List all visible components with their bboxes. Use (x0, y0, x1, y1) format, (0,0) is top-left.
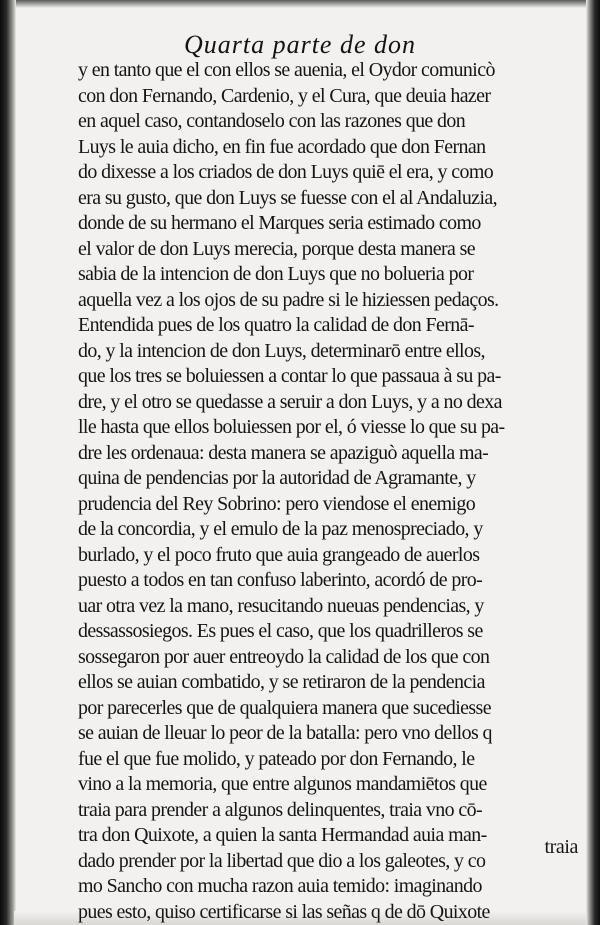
text-line: burlado, y el poco fruto que auia grangeado de auerlos (78, 543, 480, 566)
text-line: que los tres se boluiessen a contar lo que passaua à su pa- (78, 365, 501, 387)
text-line: sabia de la intencion de don Luys que no bolueria por (78, 263, 474, 285)
text-line: traia para prender a algunos delinquentes, traia vno cō- (78, 798, 483, 821)
text-line: uar otra vez la mano, resucitando nueuas pendencias, y (78, 594, 484, 617)
text-line: ellos se auian combatido, y se retiraron de la pendencia (78, 671, 485, 693)
text-line: dre les ordenaua: desta manera se apaziguò aquella ma- (78, 441, 489, 464)
text-line: por parecerles que de qualquiera manera que sucediesse (78, 696, 491, 719)
text-line: se auian de lleuar lo peor de la batalla: pero vno dellos q (78, 722, 492, 744)
text-line: era su gusto, que don Luys se fuesse con el al Andaluzia, (78, 186, 498, 209)
page-top-edge (0, 0, 600, 8)
text-line: dessassosiegos. Es pues el caso, que los quadrilleros se (78, 620, 483, 642)
text-line: donde de su hermano el Marques seria estimado como (78, 212, 481, 234)
text-line: Luys le auia dicho, en fin fue acordado que don Fernan (78, 135, 486, 158)
text-line: pues esto, quiso certificarse si las señas q de dō Quixote (78, 900, 490, 923)
text-line: lle hasta que ellos boluiessen por el, ó viesse lo que su pa- (78, 416, 505, 438)
text-line: tra don Quixote, a quien la santa Hermandad auia man- (78, 824, 487, 846)
page-right-edge (586, 0, 600, 925)
text-line: vino a la memoria, que entre algunos mandamiētos que (78, 773, 487, 795)
text-line: do, y la intencion de don Luys, determinarō entre ellos, (78, 339, 485, 362)
text-line: de la concordia, y el emulo de la paz menospreciado, y (78, 518, 483, 540)
text-line: puesto a todos en tan confuso laberinto, acordó de pro- (78, 569, 483, 591)
catchword: traia (544, 836, 578, 858)
page-left-edge (0, 0, 16, 925)
text-line: sossegaron por auer entreoydo la calidad de los que con (78, 645, 490, 668)
text-line: mo Sancho con mucha razon auia temido: imaginando (78, 875, 482, 897)
body-text (78, 58, 578, 925)
text-line: dado prender por la libertad que dio a los galeotes, y co (78, 849, 486, 872)
text-line: con don Fernando, Cardenio, y el Cura, que deuia hazer (78, 84, 491, 107)
text-line: fue el que fue molido, y pateado por don Fernando, le (78, 747, 475, 770)
text-line: aquella vez a los ojos de su padre si le hiziessen pedaços. (78, 288, 499, 311)
text-line: dre, y el otro se quedasse a seruir a don Luys, y a no dexa (78, 390, 502, 413)
text-line: en aquel caso, contandoselo con las razones que don (78, 110, 466, 132)
text-line: do dixesse a los criados de don Luys quiē el era, y como (78, 161, 494, 183)
text-line: quina de pendencias por la autoridad de Agramante, y (78, 467, 476, 489)
running-head: Quarta parte de don (183, 30, 417, 59)
text-line: y en tanto que el con ellos se auenia, el Oydor comunicò (78, 59, 495, 81)
text-line: prudencia del Rey Sobrino: pero viendose el enemigo (78, 492, 476, 515)
text-line: Entendida pues de los quatro la calidad de don Fernā- (78, 314, 474, 336)
text-line: el valor de don Luys merecia, porque desta manera se (78, 237, 476, 260)
